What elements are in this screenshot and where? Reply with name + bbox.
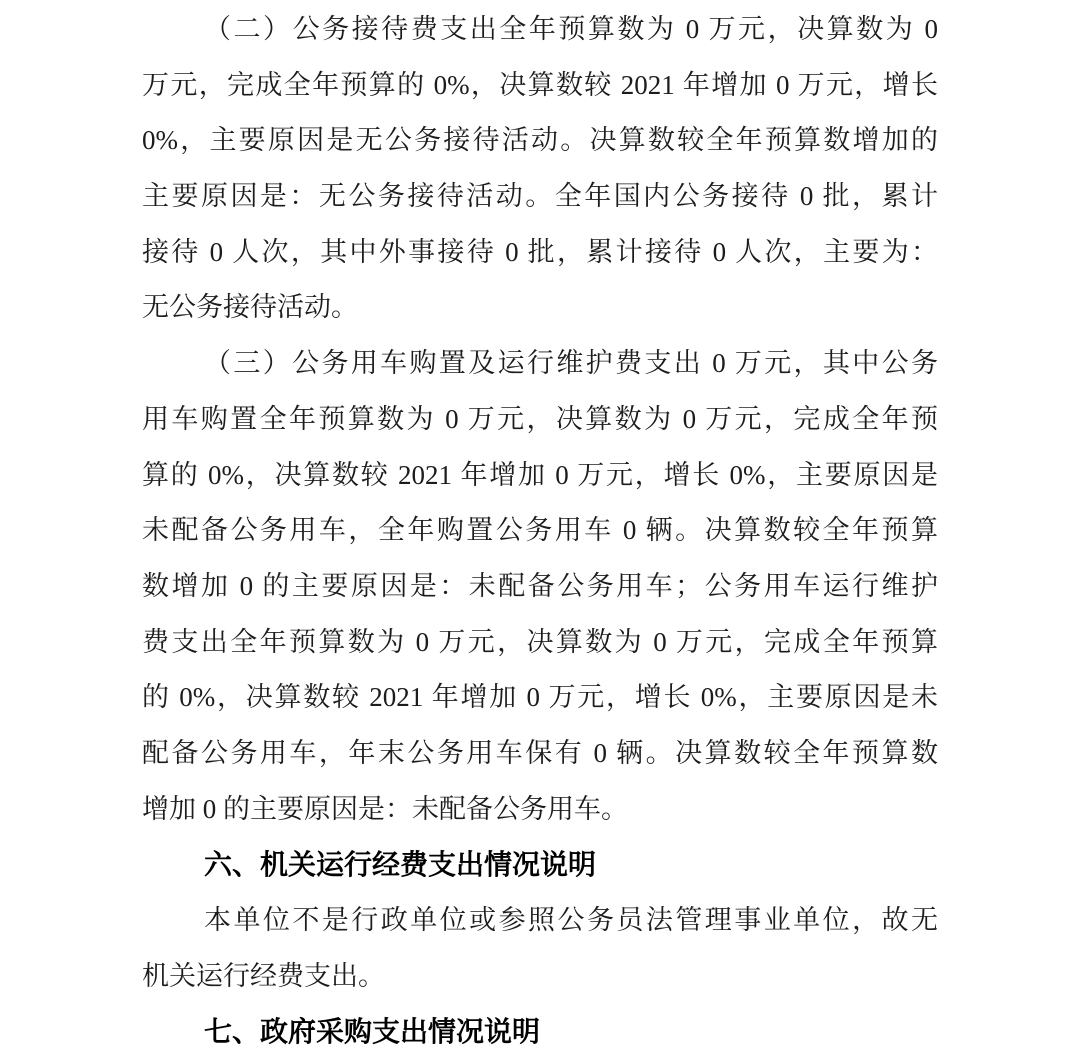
para-official-vehicle-expense-line-7: 的 0%，决算数较 2021 年增加 0 万元，增长 0%，主要原因是未 [142, 682, 938, 713]
para-official-reception-expense-line-3: 0%，主要原因是无公务接待活动。决算数较全年预算数增加的 [142, 125, 938, 156]
para-official-vehicle-expense-line-9: 增加 0 的主要原因是：未配备公务用车。 [142, 793, 628, 824]
para-official-reception-expense-line-2: 万元，完成全年预算的 0%，决算数较 2021 年增加 0 万元，增长 [142, 69, 938, 100]
para-official-reception-expense-line-5: 接待 0 人次，其中外事接待 0 批，累计接待 0 人次，主要为： [142, 236, 938, 267]
para-official-vehicle-expense-line-6: 费支出全年预算数为 0 万元，决算数为 0 万元，完成全年预算 [142, 626, 938, 657]
heading-section-6-agency-operating-funds [142, 837, 938, 893]
para-official-vehicle-expense-line-4: 未配备公务用车，全年购置公务用车 0 辆。决算数较全年预算 [142, 515, 938, 546]
para-agency-operating-funds-line-1: 本单位不是行政单位或参照公务员法管理事业单位，故无 [204, 905, 938, 935]
para-official-vehicle-expense-line-1: （三）公务用车购置及运行维护费支出 0 万元，其中公务 [204, 348, 938, 379]
para-agency-operating-funds [142, 893, 938, 1004]
para-official-vehicle-expense-line-2: 用车购置全年预算数为 0 万元，决算数为 0 万元，完成全年预 [142, 403, 938, 434]
para-official-reception-expense [142, 2, 938, 336]
para-official-reception-expense-line-4: 主要原因是：无公务接待活动。全年国内公务接待 0 批，累计 [142, 181, 938, 212]
para-official-vehicle-expense-line-8: 配备公务用车，年末公务用车保有 0 辆。决算数较全年预算数 [142, 737, 938, 768]
para-official-reception-expense-line-6: 无公务接待活动。 [142, 292, 358, 323]
para-official-vehicle-expense-line-3: 算的 0%，决算数较 2021 年增加 0 万元，增长 0%，主要原因是 [142, 459, 938, 490]
document-body [142, 2, 938, 1056]
heading-section-7-government-procurement [142, 1004, 938, 1056]
para-official-vehicle-expense-line-5: 数增加 0 的主要原因是：未配备公务用车；公务用车运行维护 [142, 570, 938, 601]
heading-section-7-government-procurement-line-1: 七、政府采购支出情况说明 [204, 1016, 541, 1048]
para-agency-operating-funds-line-2: 机关运行经费支出。 [142, 960, 385, 991]
para-official-vehicle-expense [142, 336, 938, 837]
heading-section-6-agency-operating-funds-line-1: 六、机关运行经费支出情况说明 [204, 849, 597, 881]
para-official-reception-expense-line-1: （二）公务接待费支出全年预算数为 0 万元，决算数为 0 [204, 14, 938, 44]
